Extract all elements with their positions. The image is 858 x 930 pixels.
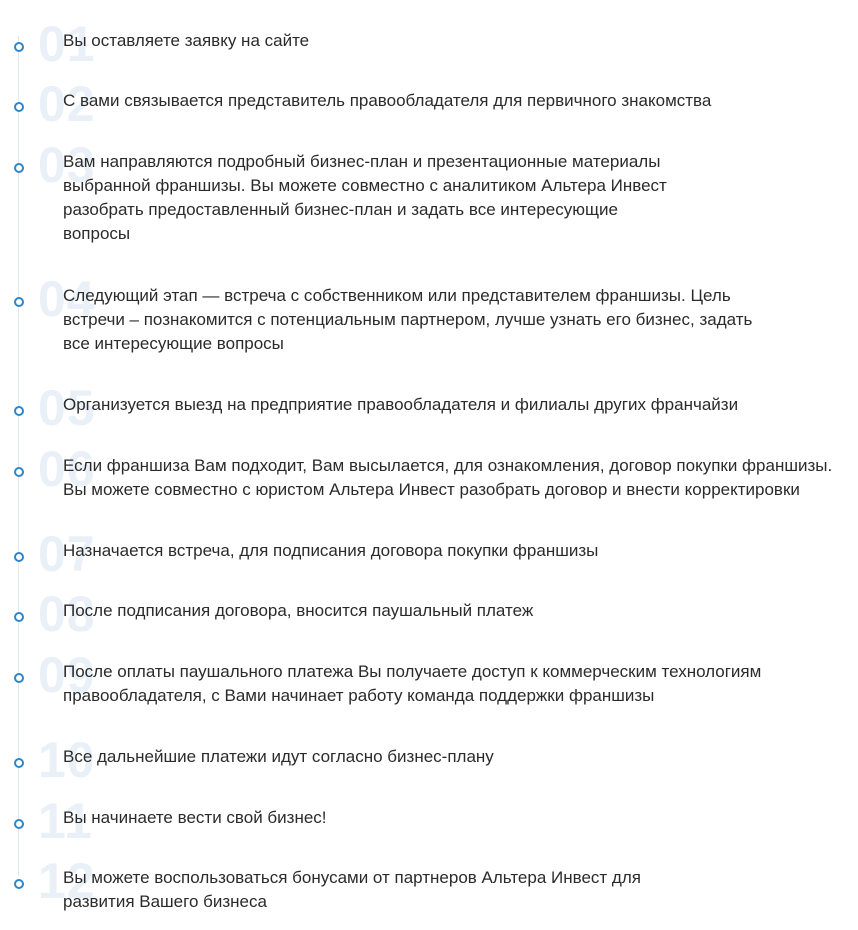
step-text: Следующий этап — встреча с собственником или представителем франшизы. Цель встречи – познакомится с потенциальным партнером, лучше узнать его бизнес, задать все интересующие вопросы [63,286,753,353]
step-number: 08 [38,586,96,642]
step-text: После оплаты паушального платежа Вы получаете доступ к коммерческим технологиям правообладателя, с Вами начинает работу команда поддержки франшизы [63,662,762,705]
step-number: 03 [38,137,96,193]
step-number: 07 [38,526,96,582]
step-text: Вы оставляете заявку на сайте [63,31,310,50]
step-text: Назначается встреча, для подписания договора покупки франшизы [63,541,599,560]
step-marker-icon [14,879,24,889]
step-marker-icon [14,467,24,477]
step-marker-icon [14,102,24,112]
step-marker-icon [14,612,24,622]
step-text: Если франшиза Вам подходит, Вам высылается, для ознакомления, договор покупки франшизы. Вы можете совместно с юристом Альтера Инвест разобрать договор и внести корректировки [63,456,833,499]
step-text: Все дальнейшие платежи идут согласно бизнес-плану [63,747,494,766]
step-marker-icon [14,673,24,683]
step-number: 10 [38,732,96,788]
step-text: Организуется выезд на предприятие правообладателя и филиалы других франчайзи [63,395,739,414]
step-text: Вы можете воспользоваться бонусами от партнеров Альтера Инвест для развития Вашего бизнеса [63,868,641,911]
step-text: Вам направляются подробный бизнес-план и презентационные материалы выбранной франшизы. Вы можете совместно с аналитиком Альтера Инвест разобрать предоставленный бизнес-план и задать все интересующие вопросы [63,152,667,243]
step-number: 04 [38,271,96,327]
step-marker-icon [14,42,24,52]
step-marker-icon [14,297,24,307]
step-marker-icon [14,406,24,416]
step-number: 01 [38,16,96,72]
step-number: 06 [38,441,96,497]
step-number: 05 [38,380,96,436]
step-marker-icon [14,758,24,768]
step-marker-icon [14,163,24,173]
step-text: Вы начинаете вести свой бизнес! [63,808,327,827]
step-number: 09 [38,647,96,703]
step-number: 11 [38,793,93,849]
step-marker-icon [14,552,24,562]
step-number: 12 [38,853,96,909]
timeline-line [18,36,19,876]
step-text: После подписания договора, вносится паушальный платеж [63,601,534,620]
step-number: 02 [38,76,96,132]
step-marker-icon [14,819,24,829]
step-text: С вами связывается представитель правообладателя для первичного знакомства [63,91,712,110]
